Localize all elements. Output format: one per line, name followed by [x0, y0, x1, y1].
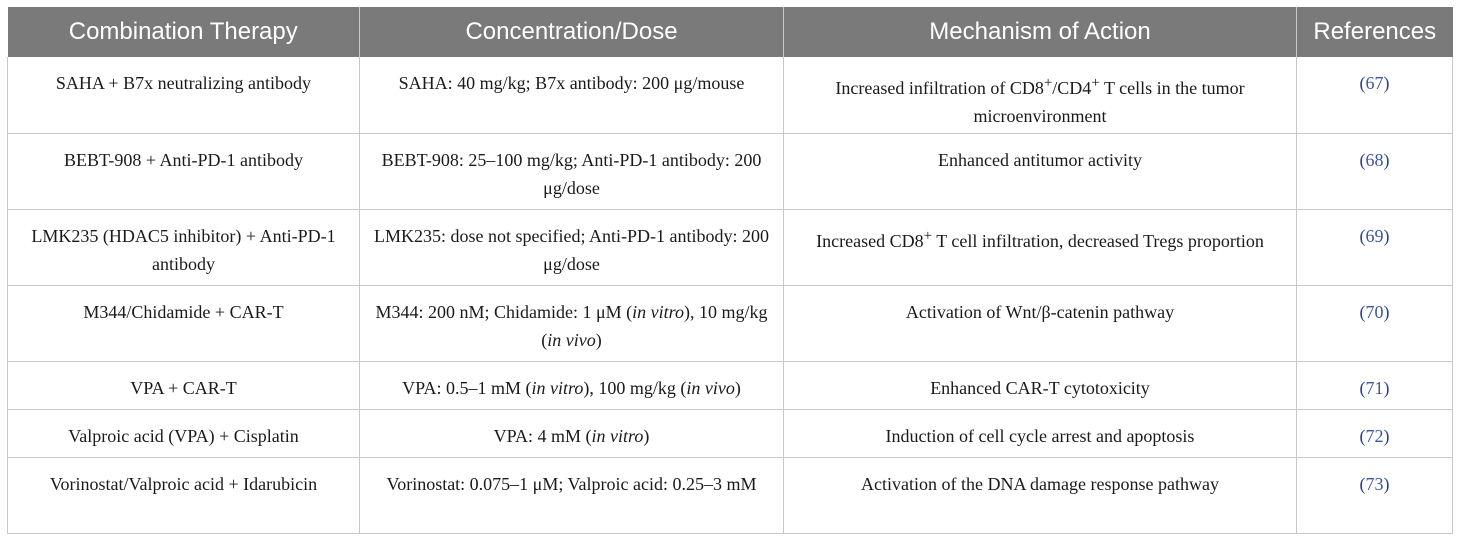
superscript: + [1043, 75, 1053, 91]
mechanism-text: T cell infiltration, decreased Tregs proportion [932, 230, 1264, 251]
dose-italic: in vitro [632, 301, 684, 322]
ref-paren: ( [1359, 301, 1366, 322]
ref-paren: ) [1383, 301, 1390, 322]
ref-paren: ) [1383, 225, 1390, 246]
mechanism-text: Increased CD8 [816, 230, 924, 251]
table-row [8, 57, 1453, 133]
combination-cell: M344/Chidamide + CAR-T [8, 285, 360, 361]
superscript: + [923, 227, 933, 244]
table-row [8, 457, 1453, 533]
dose-cell: BEBT-908: 25–100 mg/kg; Anti-PD-1 antibody: 200 μg/dose [360, 133, 784, 209]
mechanism-text: /CD4 [1052, 78, 1092, 98]
reference-cell [1297, 409, 1453, 457]
mechanism-cell: Activation of Wnt/β-catenin pathway [784, 285, 1297, 361]
dose-text: ) [734, 377, 741, 398]
dose-text: ) [643, 425, 650, 446]
dose-text: VPA: 4 mM ( [493, 425, 592, 446]
ref-paren: ( [1359, 473, 1366, 494]
combination-cell: Valproic acid (VPA) + Cisplatin [8, 409, 360, 457]
reference-link[interactable]: 70 [1365, 301, 1384, 322]
dose-cell: Vorinostat: 0.075–1 μM; Valproic acid: 0.25–3 mM [360, 457, 784, 533]
reference-link[interactable]: 71 [1365, 377, 1384, 398]
table-row [8, 361, 1453, 409]
reference-link[interactable]: 68 [1365, 149, 1384, 170]
reference-cell [1297, 57, 1453, 133]
dose-cell: LMK235: dose not specified; Anti-PD-1 antibody: 200 μg/dose [360, 209, 784, 285]
ref-paren: ) [1383, 377, 1390, 398]
reference-cell [1297, 457, 1453, 533]
dose-italic: in vivo [547, 329, 596, 350]
dose-italic: in vitro [531, 377, 584, 398]
ref-paren: ( [1359, 73, 1366, 93]
dose-text: ) [595, 329, 602, 350]
ref-paren: ) [1383, 473, 1390, 494]
ref-paren: ( [1359, 149, 1366, 170]
header-mechanism-of-action: Mechanism of Action [784, 7, 1297, 57]
reference-cell [1297, 285, 1453, 361]
dose-cell [360, 285, 784, 361]
table-body [8, 57, 1453, 533]
dose-text: VPA: 0.5–1 mM ( [402, 377, 532, 398]
ref-paren: ) [1383, 73, 1390, 93]
reference-cell [1297, 361, 1453, 409]
reference-link[interactable]: 67 [1365, 73, 1384, 93]
combination-therapy-table [7, 7, 1453, 534]
combination-cell: LMK235 (HDAC5 inhibitor) + Anti-PD-1 antibody [8, 209, 360, 285]
header-concentration-dose: Concentration/Dose [360, 7, 784, 57]
mechanism-text: Increased infiltration of CD8 [835, 78, 1044, 98]
mechanism-cell: Enhanced antitumor activity [784, 133, 1297, 209]
ref-paren: ) [1383, 149, 1390, 170]
combination-cell: Vorinostat/Valproic acid + Idarubicin [8, 457, 360, 533]
table-header [8, 7, 1453, 57]
dose-cell [360, 409, 784, 457]
mechanism-cell: Activation of the DNA damage response pathway [784, 457, 1297, 533]
dose-cell: SAHA: 40 mg/kg; B7x antibody: 200 μg/mouse [360, 57, 784, 133]
ref-paren: ( [1359, 225, 1366, 246]
reference-link[interactable]: 73 [1365, 473, 1384, 494]
mechanism-text: T cells in the tumor microenvironment [973, 78, 1245, 126]
ref-paren: ( [1359, 425, 1366, 446]
ref-paren: ( [1359, 377, 1366, 398]
table-row [8, 409, 1453, 457]
mechanism-cell [784, 209, 1297, 285]
table-row [8, 209, 1453, 285]
superscript: + [1091, 75, 1100, 91]
reference-link[interactable]: 69 [1365, 225, 1384, 246]
dose-italic: in vitro [591, 425, 644, 446]
dose-cell [360, 361, 784, 409]
reference-cell [1297, 209, 1453, 285]
table-row [8, 133, 1453, 209]
ref-paren: ) [1383, 425, 1390, 446]
mechanism-cell: Enhanced CAR-T cytotoxicity [784, 361, 1297, 409]
mechanism-cell [784, 57, 1297, 133]
combination-cell: BEBT-908 + Anti-PD-1 antibody [8, 133, 360, 209]
header-row [8, 7, 1453, 57]
table-row [8, 285, 1453, 361]
combination-cell: VPA + CAR-T [8, 361, 360, 409]
mechanism-cell: Induction of cell cycle arrest and apoptosis [784, 409, 1297, 457]
dose-text: M344: 200 nM; Chidamide: 1 μM ( [375, 301, 633, 322]
reference-link[interactable]: 72 [1365, 425, 1384, 446]
dose-italic: in vivo [686, 377, 735, 398]
dose-text: ), 10 mg/kg ( [541, 301, 768, 350]
header-references: References [1297, 7, 1453, 57]
header-combination-therapy: Combination Therapy [8, 7, 360, 57]
combination-cell: SAHA + B7x neutralizing antibody [8, 57, 360, 133]
dose-text: ), 100 mg/kg ( [583, 377, 687, 398]
reference-cell [1297, 133, 1453, 209]
